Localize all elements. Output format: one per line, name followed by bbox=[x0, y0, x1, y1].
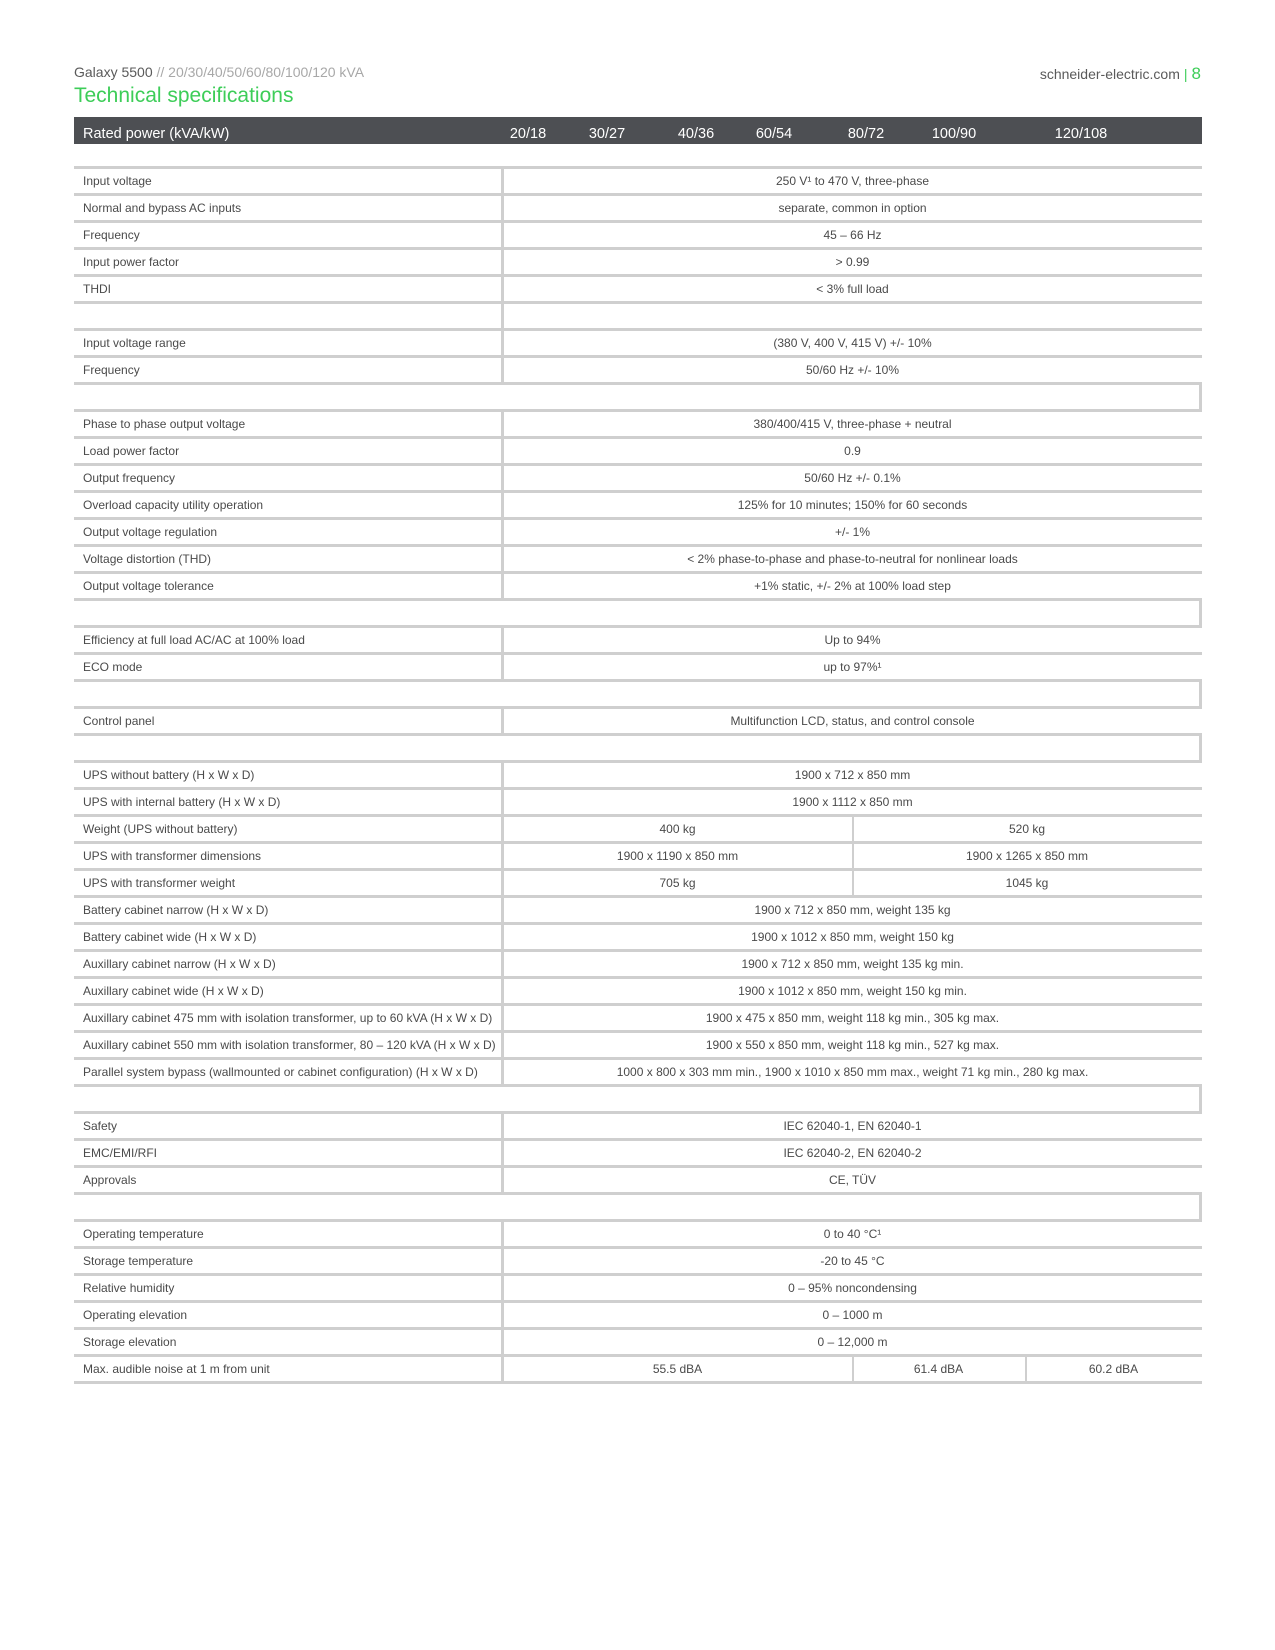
product-name bbox=[74, 64, 364, 80]
page-title: Technical specifications bbox=[74, 84, 294, 107]
rated-power-label: Rated power (kVA/kW) bbox=[83, 126, 230, 142]
spec-value: 61.4 dBA bbox=[913, 1362, 964, 1376]
blank-row bbox=[74, 304, 1202, 331]
spec-label: UPS with transformer dimensions bbox=[83, 849, 262, 863]
section-row bbox=[74, 1087, 1202, 1114]
spec-value: 1900 x 550 x 850 mm, weight 118 kg min., 527 kg max. bbox=[705, 1038, 1000, 1052]
spec-row bbox=[74, 817, 1202, 844]
spec-value: IEC 62040-1, EN 62040-1 bbox=[783, 1119, 922, 1133]
spec-row bbox=[74, 1303, 1202, 1330]
spec-label: EMC/EMI/RFI bbox=[83, 1146, 157, 1160]
spec-label: Frequency bbox=[83, 363, 140, 377]
spec-row bbox=[74, 898, 1202, 925]
rating-col: 60/54 bbox=[755, 126, 793, 142]
spec-label: Phase to phase output voltage bbox=[83, 417, 246, 431]
spec-label: Safety bbox=[83, 1119, 118, 1133]
spec-label: Auxillary cabinet narrow (H x W x D) bbox=[83, 957, 276, 971]
rating-col: 20/18 bbox=[509, 126, 547, 142]
spec-value: 55.5 dBA bbox=[652, 1362, 703, 1376]
spec-value: 125% for 10 minutes; 150% for 60 seconds bbox=[737, 498, 968, 512]
separator: | bbox=[1183, 66, 1188, 82]
spec-label: UPS with transformer weight bbox=[83, 876, 236, 890]
spec-value: up to 97%¹ bbox=[823, 660, 882, 674]
spec-label: Output voltage tolerance bbox=[83, 579, 214, 593]
column-divider bbox=[1025, 1357, 1027, 1381]
spec-row bbox=[74, 1141, 1202, 1168]
spec-label: Output frequency bbox=[83, 471, 176, 485]
rated-power-header bbox=[74, 117, 1202, 144]
spec-value: 1000 x 800 x 303 mm min., 1900 x 1010 x 850 mm max., weight 71 kg min., 280 kg max. bbox=[616, 1065, 1089, 1079]
section-row bbox=[74, 601, 1202, 628]
spec-label: Control panel bbox=[83, 714, 155, 728]
spec-value: separate, common in option bbox=[778, 201, 927, 215]
spec-label: Operating temperature bbox=[83, 1227, 204, 1241]
spec-value: 250 V¹ to 470 V, three-phase bbox=[776, 174, 929, 188]
spec-label: Battery cabinet wide (H x W x D) bbox=[83, 930, 257, 944]
spec-label: UPS without battery (H x W x D) bbox=[83, 768, 255, 782]
spec-row bbox=[74, 358, 1202, 385]
spec-row bbox=[74, 412, 1202, 439]
section-row bbox=[74, 682, 1202, 709]
spec-label: Input voltage range bbox=[83, 336, 186, 350]
spec-label: Input voltage bbox=[83, 174, 152, 188]
section-row bbox=[74, 1195, 1202, 1222]
product-range: // 20/30/40/50/60/80/100/120 kVA bbox=[156, 64, 365, 80]
spec-row bbox=[74, 169, 1202, 196]
spec-label: Normal and bypass AC inputs bbox=[83, 201, 242, 215]
spec-row bbox=[74, 1330, 1202, 1357]
spec-label: Storage temperature bbox=[83, 1254, 194, 1268]
spec-label: Load power factor bbox=[83, 444, 180, 458]
spec-row bbox=[74, 871, 1202, 898]
spec-value: (380 V, 400 V, 415 V) +/- 10% bbox=[773, 336, 932, 350]
spec-row bbox=[74, 979, 1202, 1006]
spec-row bbox=[74, 223, 1202, 250]
section-row bbox=[74, 385, 1202, 412]
spec-label: Output voltage regulation bbox=[83, 525, 218, 539]
spec-value: > 0.99 bbox=[835, 255, 870, 269]
spec-row bbox=[74, 520, 1202, 547]
spec-value: 0 to 40 °C¹ bbox=[823, 1227, 882, 1241]
spec-value: 0 – 12,000 m bbox=[817, 1335, 888, 1349]
spec-label: Voltage distortion (THD) bbox=[83, 552, 212, 566]
spec-row bbox=[74, 277, 1202, 304]
spec-value: -20 to 45 °C bbox=[820, 1254, 885, 1268]
spec-value: 60.2 dBA bbox=[1088, 1362, 1139, 1376]
spec-row bbox=[74, 1276, 1202, 1303]
rating-col: 40/36 bbox=[677, 126, 715, 142]
spec-label: UPS with internal battery (H x W x D) bbox=[83, 795, 281, 809]
spec-value: 400 kg bbox=[659, 822, 696, 836]
spec-label: Overload capacity utility operation bbox=[83, 498, 264, 512]
spec-row bbox=[74, 196, 1202, 223]
spec-value: 45 – 66 Hz bbox=[823, 228, 882, 242]
spec-label: Parallel system bypass (wallmounted or cabinet configuration) (H x W x D) bbox=[83, 1065, 478, 1079]
spec-row bbox=[74, 709, 1202, 736]
spec-row bbox=[74, 628, 1202, 655]
spec-value: Up to 94% bbox=[824, 633, 881, 647]
site-link[interactable] bbox=[1040, 64, 1201, 84]
spec-label: Relative humidity bbox=[83, 1281, 175, 1295]
column-divider bbox=[852, 1357, 854, 1381]
spec-label: Storage elevation bbox=[83, 1335, 177, 1349]
rating-col: 80/72 bbox=[847, 126, 885, 142]
spec-value: 50/60 Hz +/- 10% bbox=[805, 363, 900, 377]
spec-row bbox=[74, 547, 1202, 574]
spec-row bbox=[74, 493, 1202, 520]
spec-value: < 2% phase-to-phase and phase-to-neutral for nonlinear loads bbox=[687, 552, 1018, 566]
spec-row bbox=[74, 439, 1202, 466]
site-url[interactable]: schneider-electric.com bbox=[1039, 66, 1180, 82]
rating-col: 30/27 bbox=[588, 126, 626, 142]
spec-value: 0.9 bbox=[844, 444, 861, 458]
spec-label: Approvals bbox=[83, 1173, 137, 1187]
spec-value: CE, TÜV bbox=[828, 1173, 877, 1187]
spec-row bbox=[74, 1168, 1202, 1195]
spec-row bbox=[74, 790, 1202, 817]
spec-row bbox=[74, 1006, 1202, 1033]
spec-value: +1% static, +/- 2% at 100% load step bbox=[754, 579, 951, 593]
spec-value: 1900 x 712 x 850 mm, weight 135 kg min. bbox=[741, 957, 964, 971]
spec-value: < 3% full load bbox=[816, 282, 889, 296]
spec-row bbox=[74, 925, 1202, 952]
spec-label: Max. audible noise at 1 m from unit bbox=[83, 1362, 270, 1376]
spec-row bbox=[74, 844, 1202, 871]
column-divider bbox=[852, 871, 854, 895]
spec-row bbox=[74, 763, 1202, 790]
spec-label: Frequency bbox=[83, 228, 140, 242]
spec-row bbox=[74, 952, 1202, 979]
spacer-row bbox=[74, 145, 1202, 169]
spec-label: Battery cabinet narrow (H x W x D) bbox=[83, 903, 269, 917]
spec-value: IEC 62040-2, EN 62040-2 bbox=[783, 1146, 922, 1160]
spec-value: 0 – 95% noncondensing bbox=[788, 1281, 917, 1295]
spec-label: Weight (UPS without battery) bbox=[83, 822, 238, 836]
product-title: Galaxy 5500 bbox=[74, 64, 153, 80]
spec-value: 520 kg bbox=[1008, 822, 1046, 836]
spec-label: Auxillary cabinet wide (H x W x D) bbox=[83, 984, 264, 998]
column-divider bbox=[852, 817, 854, 841]
section-row bbox=[74, 736, 1202, 763]
rating-col: 120/108 bbox=[1054, 126, 1108, 142]
spec-value: 50/60 Hz +/- 0.1% bbox=[804, 471, 901, 485]
spec-label: ECO mode bbox=[83, 660, 143, 674]
spec-value: 1045 kg bbox=[1005, 876, 1049, 890]
spec-table bbox=[74, 145, 1202, 1384]
column-divider bbox=[852, 844, 854, 868]
spec-value: 1900 x 1190 x 850 mm bbox=[616, 849, 739, 863]
page-header bbox=[74, 60, 1201, 120]
spec-label: THDI bbox=[83, 282, 111, 296]
spec-label: Auxillary cabinet 550 mm with isolation transformer, 80 – 120 kVA (H x W x D) bbox=[83, 1038, 496, 1052]
spec-value: 1900 x 1012 x 850 mm, weight 150 kg min. bbox=[738, 984, 967, 998]
spec-row bbox=[74, 466, 1202, 493]
spec-label: Input power factor bbox=[83, 255, 180, 269]
spec-label: Auxillary cabinet 475 mm with isolation transformer, up to 60 kVA (H x W x D) bbox=[83, 1011, 493, 1025]
spec-value: 1900 x 1012 x 850 mm, weight 150 kg bbox=[751, 930, 954, 944]
spec-value: 705 kg bbox=[659, 876, 696, 890]
spec-value: 380/400/415 V, three-phase + neutral bbox=[753, 417, 952, 431]
spec-value: 1900 x 712 x 850 mm, weight 135 kg bbox=[754, 903, 951, 917]
spec-value: 0 – 1000 m bbox=[822, 1308, 883, 1322]
spec-row bbox=[74, 1033, 1202, 1060]
spec-row bbox=[74, 1222, 1202, 1249]
spec-value: 1900 x 1265 x 850 mm bbox=[965, 849, 1089, 863]
spec-label: Operating elevation bbox=[83, 1308, 188, 1322]
spec-value: 1900 x 475 x 850 mm, weight 118 kg min., 305 kg max. bbox=[705, 1011, 1000, 1025]
spec-row bbox=[74, 331, 1202, 358]
spec-row bbox=[74, 1060, 1202, 1087]
spec-value: +/- 1% bbox=[834, 525, 871, 539]
spec-value: Multifunction LCD, status, and control console bbox=[730, 714, 975, 728]
spec-value: 1900 x 1112 x 850 mm bbox=[792, 795, 913, 809]
spec-row bbox=[74, 250, 1202, 277]
page-number: 8 bbox=[1191, 64, 1201, 83]
spec-label: Efficiency at full load AC/AC at 100% load bbox=[83, 633, 305, 647]
spec-row bbox=[74, 574, 1202, 601]
rating-col: 100/90 bbox=[931, 126, 977, 142]
spec-row bbox=[74, 1114, 1202, 1141]
spec-value: 1900 x 712 x 850 mm bbox=[794, 768, 911, 782]
spec-row bbox=[74, 1357, 1202, 1384]
spec-row bbox=[74, 655, 1202, 682]
spec-row bbox=[74, 1249, 1202, 1276]
